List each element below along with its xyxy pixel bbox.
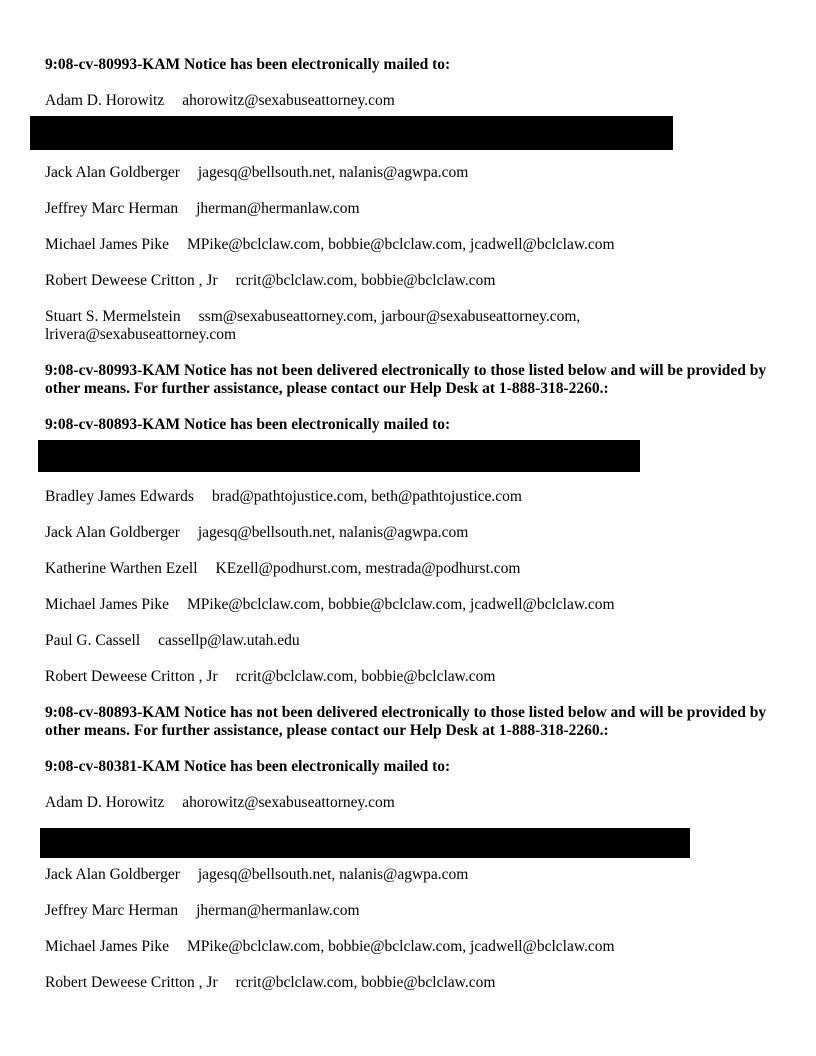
- recipient-emails: brad@pathtojustice.com, beth@pathtojustice.com: [211, 488, 522, 505]
- recipient-emails: MPike@bclclaw.com, bobbie@bclclaw.com, jcadwell@bclclaw.com: [186, 938, 615, 955]
- recipient-entry: [45, 938, 615, 956]
- recipient-name: Stuart S. Mermelstein: [45, 308, 181, 325]
- recipient-emails: jagesq@bellsouth.net, nalanis@agwpa.com: [197, 524, 469, 541]
- recipient-entry: [45, 488, 522, 506]
- recipient-name: Jack Alan Goldberger: [45, 866, 180, 883]
- recipient-emails: rcrit@bclclaw.com, bobbie@bclclaw.com: [235, 974, 496, 991]
- recipient-name: Jeffrey Marc Herman: [45, 902, 179, 919]
- redaction-bar: [38, 440, 640, 472]
- not-delivered-notice: 9:08-cv-80993-KAM Notice has not been delivered electronically to those listed below and will be provided by other means. For further assistance, please contact our Help Desk at 1-888-318-2260.:: [45, 362, 767, 397]
- recipient-name: Robert Deweese Critton , Jr: [45, 668, 218, 685]
- recipient-name: Jack Alan Goldberger: [45, 524, 180, 541]
- recipient-emails: rcrit@bclclaw.com, bobbie@bclclaw.com: [235, 272, 496, 289]
- recipient-emails: rcrit@bclclaw.com, bobbie@bclclaw.com: [235, 668, 496, 685]
- recipient-emails: cassellp@law.utah.edu: [158, 632, 300, 649]
- notice-heading: 9:08-cv-80893-KAM Notice has been electronically mailed to:: [45, 416, 451, 433]
- recipient-entry: [45, 236, 615, 254]
- recipient-emails: KEzell@podhurst.com, mestrada@podhurst.com: [215, 560, 521, 577]
- recipient-name: Robert Deweese Critton , Jr: [45, 272, 218, 289]
- recipient-entry: [45, 632, 300, 650]
- recipient-name: Adam D. Horowitz: [45, 794, 165, 811]
- recipient-entry: [45, 200, 360, 218]
- recipient-name: Jeffrey Marc Herman: [45, 200, 179, 217]
- recipient-name: Robert Deweese Critton , Jr: [45, 974, 218, 991]
- recipient-entry: [45, 902, 360, 920]
- recipient-emails: ahorowitz@sexabuseattorney.com: [182, 794, 395, 811]
- recipient-name: Bradley James Edwards: [45, 488, 194, 505]
- recipient-entry: [45, 308, 580, 326]
- recipient-name: Adam D. Horowitz: [45, 92, 165, 109]
- redaction-bar: [40, 828, 690, 858]
- redaction-bar: [30, 116, 673, 150]
- recipient-emails: jherman@hermanlaw.com: [196, 200, 360, 217]
- recipient-emails: MPike@bclclaw.com, bobbie@bclclaw.com, jcadwell@bclclaw.com: [186, 596, 615, 613]
- recipient-entry: [45, 866, 468, 884]
- recipient-entry: [45, 164, 468, 182]
- recipient-emails: ahorowitz@sexabuseattorney.com: [182, 92, 395, 109]
- recipient-emails: jagesq@bellsouth.net, nalanis@agwpa.com: [197, 164, 469, 181]
- recipient-entry: [45, 974, 495, 992]
- recipient-name: Katherine Warthen Ezell: [45, 560, 198, 577]
- recipient-emails: jherman@hermanlaw.com: [196, 902, 360, 919]
- notice-heading: 9:08-cv-80993-KAM Notice has been electronically mailed to:: [45, 56, 451, 73]
- not-delivered-notice: 9:08-cv-80893-KAM Notice has not been delivered electronically to those listed below and will be provided by other means. For further assistance, please contact our Help Desk at 1-888-318-2260.:: [45, 704, 767, 739]
- recipient-entry: [45, 668, 495, 686]
- recipient-entry: [45, 560, 520, 578]
- recipient-entry: [45, 524, 468, 542]
- recipient-emails: ssm@sexabuseattorney.com, jarbour@sexabuseattorney.com,: [198, 308, 581, 325]
- recipient-entry: [45, 794, 395, 812]
- recipient-entry: [45, 272, 495, 290]
- notice-heading: 9:08-cv-80381-KAM Notice has been electronically mailed to:: [45, 758, 451, 775]
- recipient-emails-continued: lrivera@sexabuseattorney.com: [45, 326, 237, 343]
- recipient-name: Paul G. Cassell: [45, 632, 141, 649]
- recipient-emails: jagesq@bellsouth.net, nalanis@agwpa.com: [197, 866, 469, 883]
- recipient-name: Michael James Pike: [45, 236, 169, 253]
- recipient-name: Michael James Pike: [45, 938, 169, 955]
- recipient-name: Michael James Pike: [45, 596, 169, 613]
- recipient-entry: [45, 92, 395, 110]
- recipient-entry: [45, 596, 615, 614]
- recipient-name: Jack Alan Goldberger: [45, 164, 180, 181]
- recipient-emails: MPike@bclclaw.com, bobbie@bclclaw.com, jcadwell@bclclaw.com: [186, 236, 615, 253]
